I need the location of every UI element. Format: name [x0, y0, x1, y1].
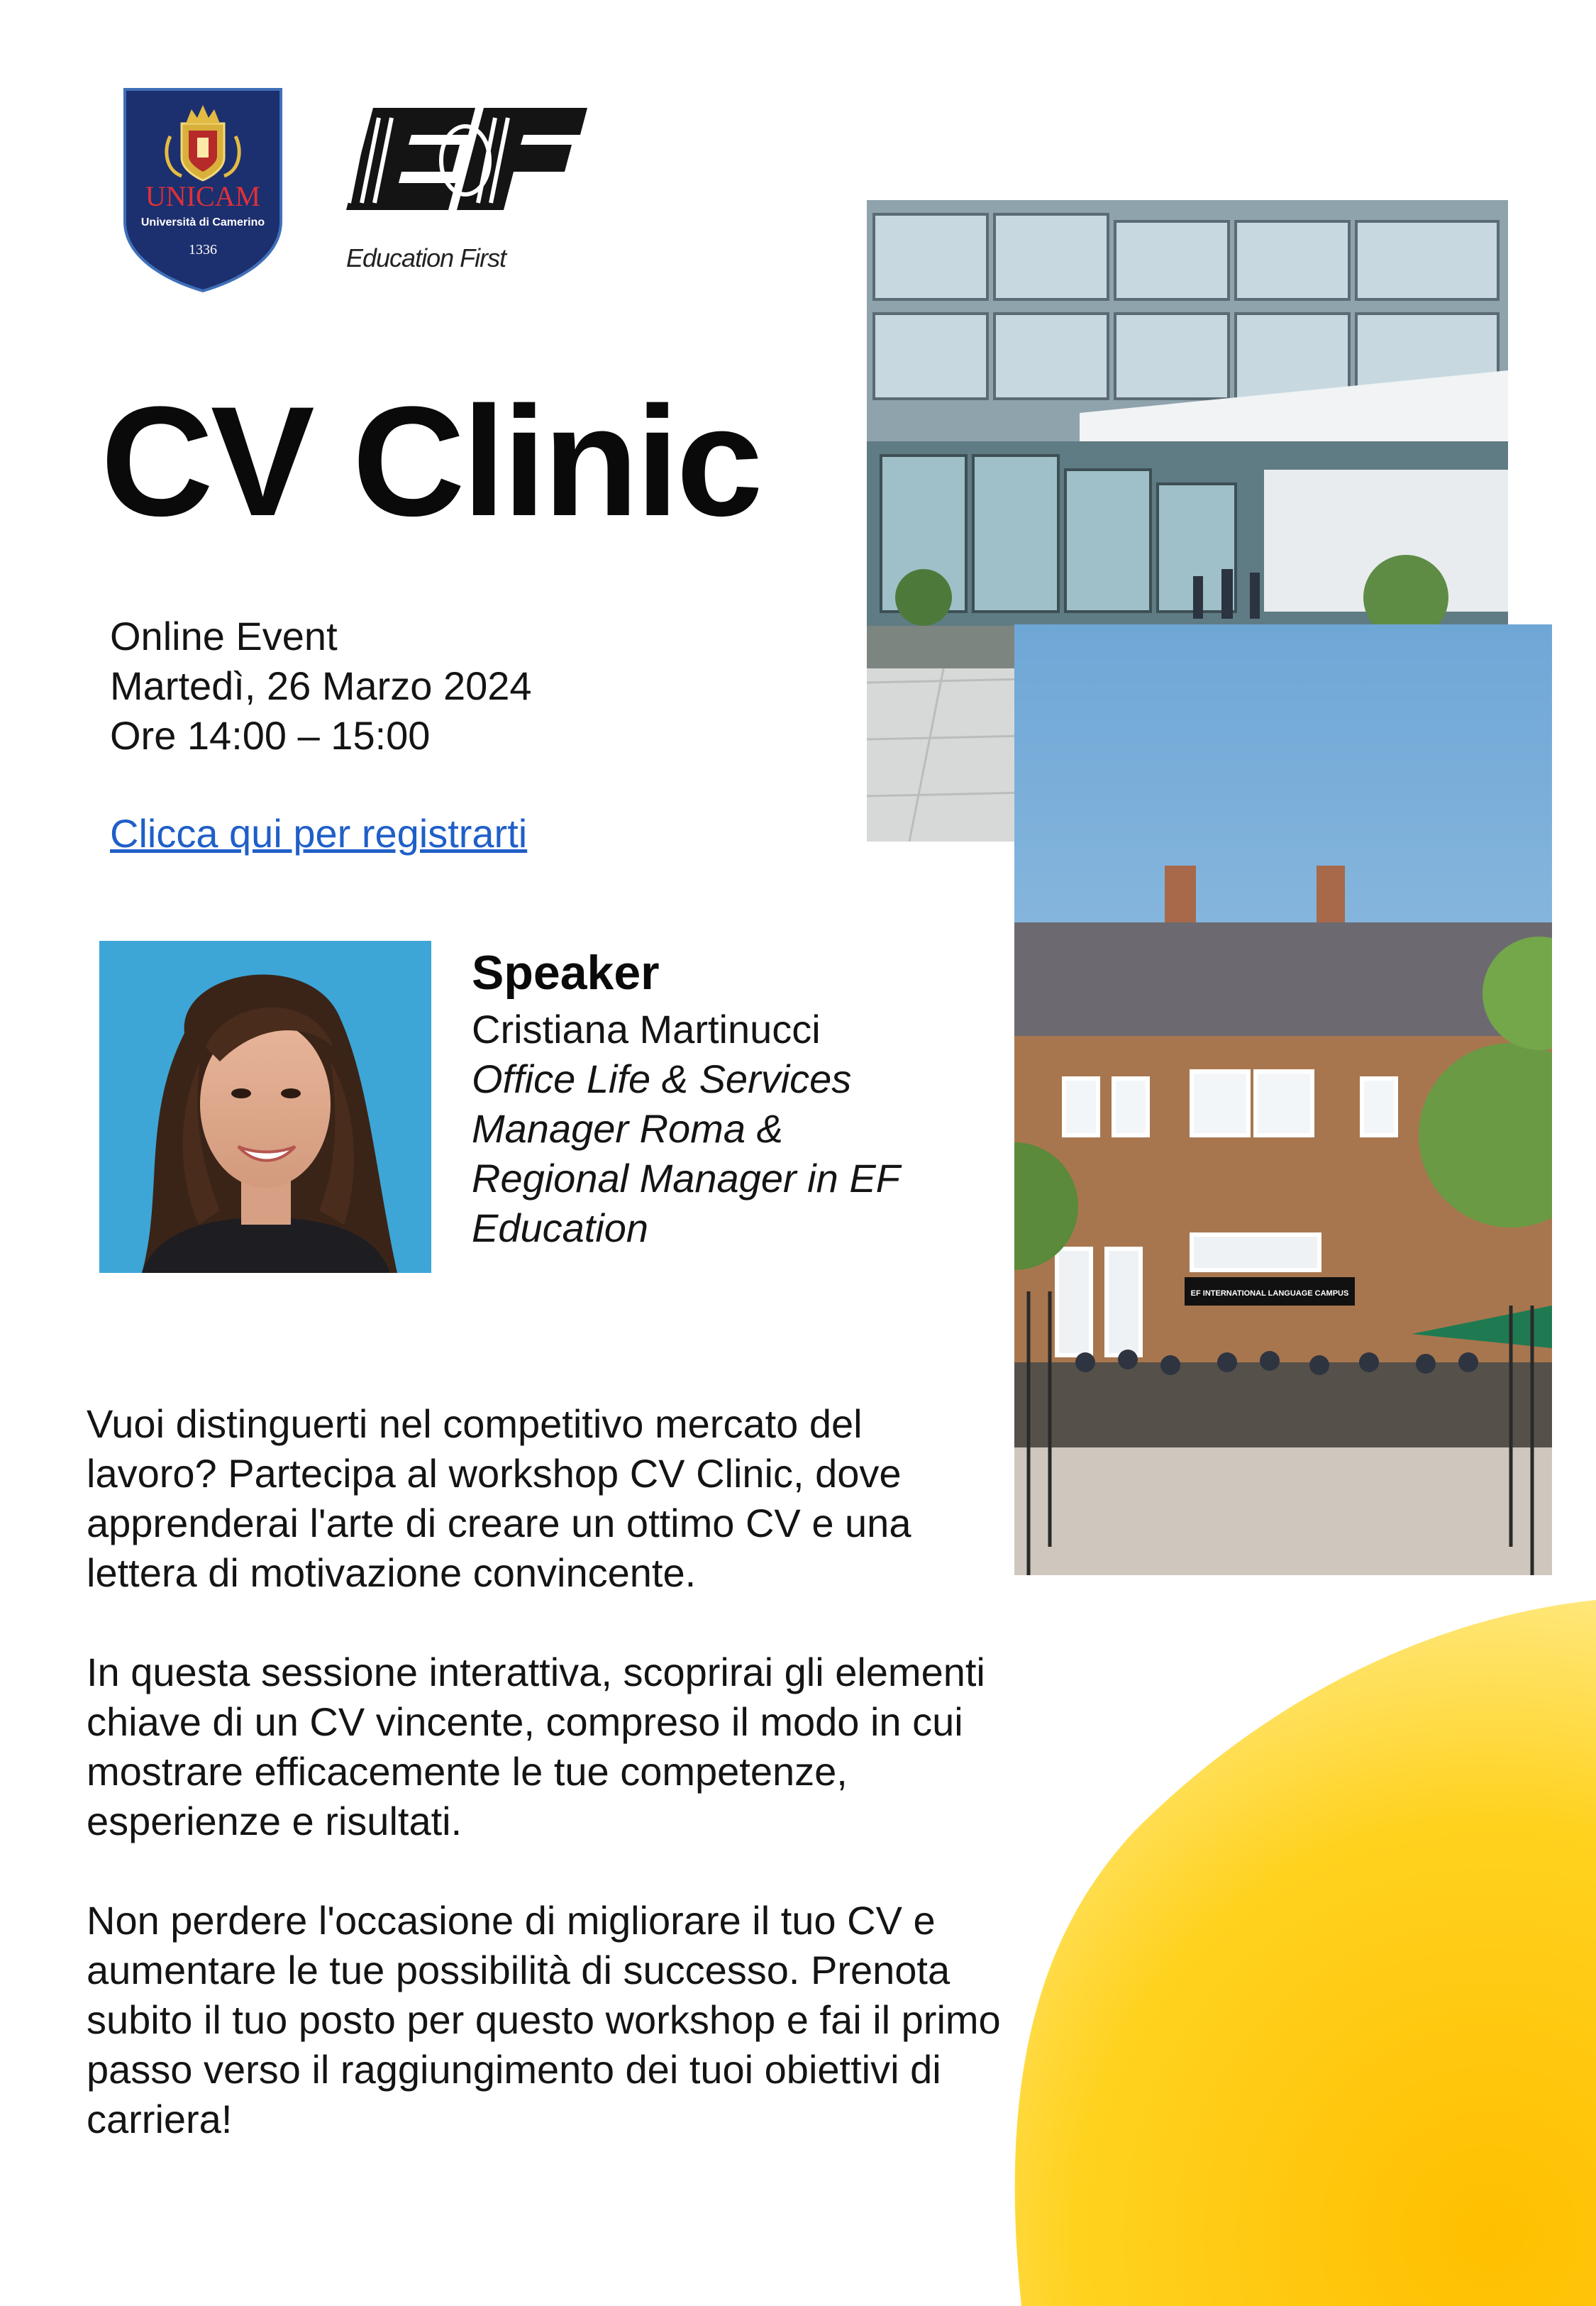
speaker-role: Office Life & Services Manager Roma & Regional Manager in EF Education — [472, 1057, 899, 1250]
ef-campus-photo — [1014, 624, 1552, 1575]
description-paragraph: Non perdere l'occasione di migliorare il tuo CV e aumentare le tue possibilità di successo. Prenota subito il tuo posto per questo workshop e fai il primo passo verso il raggiungimento dei tuoi obiettivi di carriera! — [87, 1898, 1001, 2141]
event-title: CV Clinic — [101, 374, 760, 548]
ef-mark-icon — [346, 108, 587, 210]
description-paragraph: Vuoi distinguerti nel competitivo mercato del lavoro? Partecipa al workshop CV Clinic, dove apprenderai l'arte di creare un ottimo CV e una lettera di motivazione convincente. — [87, 1401, 911, 1595]
svg-text:Università di Camerino: Università di Camerino — [140, 216, 265, 228]
event-time: Ore 14:00 – 15:00 — [110, 713, 431, 758]
speaker-info — [472, 944, 911, 1253]
ef-education-first-logo — [346, 104, 592, 274]
speaker-heading: Speaker — [472, 946, 660, 1000]
svg-text:EF INTERNATIONAL LANGUAGE CAMP: EF INTERNATIONAL LANGUAGE CAMPUS — [1190, 1289, 1349, 1298]
speaker-name: Cristiana Martinucci — [472, 1007, 821, 1052]
svg-text:UNICAM: UNICAM — [145, 180, 261, 212]
description-paragraph: In questa sessione interattiva, scoprirai gli elementi chiave di un CV vincente, compreso il modo in cui mostrare efficacemente le tue competenze, esperienze e risultati. — [87, 1650, 985, 1843]
svg-text:Education First: Education First — [346, 243, 506, 272]
event-details — [110, 612, 532, 761]
unicam-logo — [121, 87, 285, 292]
speaker-photo — [99, 941, 431, 1273]
event-format: Online Event — [110, 614, 338, 658]
event-date: Martedì, 26 Marzo 2024 — [110, 663, 532, 708]
register-link[interactable]: Clicca qui per registrarti — [110, 811, 528, 856]
svg-text:1336: 1336 — [189, 242, 217, 258]
